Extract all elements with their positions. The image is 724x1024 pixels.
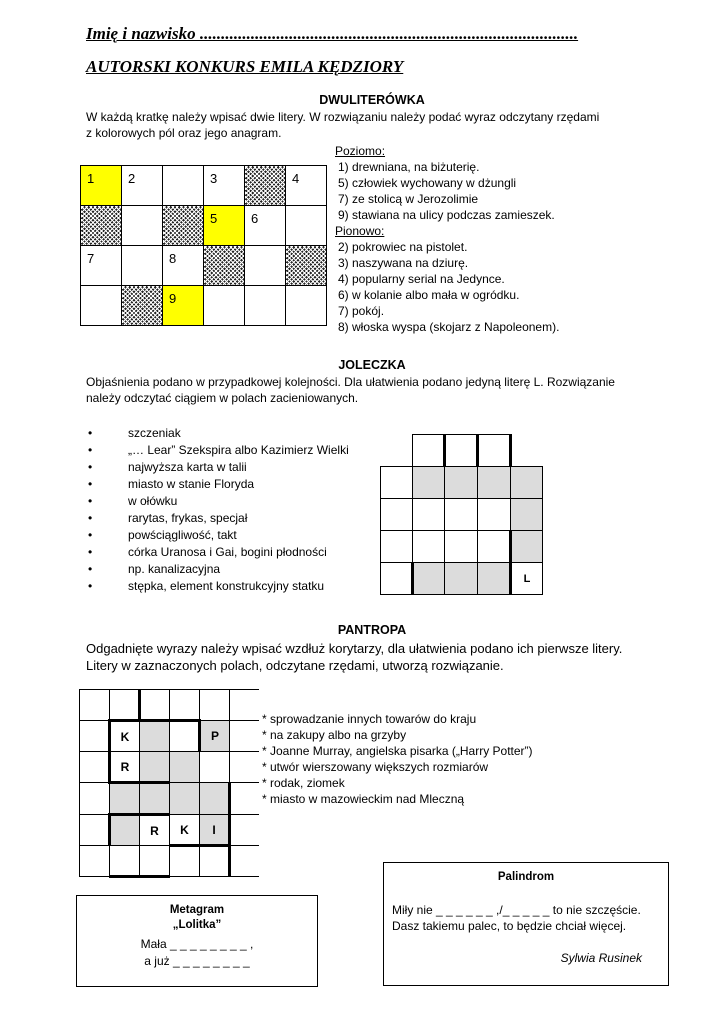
joleczka-intro-2: należy odczytać ciągiem w polach zacieniowanych. (86, 391, 359, 405)
bullet-icon: • (88, 460, 93, 474)
palindrom-author: Sylwia Rusinek (560, 951, 642, 965)
metagram-line-1: Mała _ _ _ _ _ _ _ _ , (140, 937, 254, 951)
dwuliterowka-cell[interactable] (286, 246, 327, 286)
pantropa-cell[interactable] (140, 690, 170, 721)
pantropa-cell[interactable] (230, 783, 260, 815)
cell-number: 7 (87, 251, 95, 266)
cell-number: 6 (251, 211, 259, 226)
pantropa-cell[interactable] (110, 815, 140, 846)
joleczka-intro-1: Objaśnienia podano w przypadkowej kolejności. Dla ułatwienia podano jedyną literę L. Rozwiązanie (86, 375, 615, 389)
pantropa-cell[interactable] (230, 846, 260, 877)
pantropa-cell[interactable] (80, 690, 110, 721)
pantropa-cell[interactable] (140, 752, 170, 783)
pantropa-intro-1: Odgadnięte wyrazy należy wpisać wzdłuż korytarzy, dla ułatwienia podano ich pierwsze litery. (86, 641, 623, 656)
bullet-icon: • (88, 528, 93, 542)
palindrom-title: Palindrom (497, 871, 555, 883)
bullet-icon: • (88, 579, 93, 593)
across-label: Poziomo: (335, 144, 386, 158)
bullet-icon: • (88, 477, 93, 491)
dwuliterowka-cell[interactable] (286, 286, 327, 326)
bullet-icon: • (88, 426, 93, 440)
down-clue: 7) pokój. (338, 304, 385, 318)
cell-number: 8 (169, 251, 177, 266)
cell-number: 1 (87, 171, 95, 186)
pantropa-cell[interactable] (80, 721, 110, 752)
dwuliterowka-cell[interactable] (286, 206, 327, 246)
bullet-icon: • (88, 443, 93, 457)
dwuliterowka-cell[interactable] (245, 166, 286, 206)
joleczka-clue: • rarytas, frykas, specjał (88, 511, 248, 525)
dwuliterowka-intro-2: z kolorowych pól oraz jego anagram. (86, 126, 282, 140)
bullet-icon: • (88, 494, 93, 508)
pantropa-cell[interactable] (140, 783, 170, 815)
pantropa-cell[interactable] (230, 690, 260, 721)
name-line: Imię i nazwisko ......................................................................................... (86, 24, 579, 43)
pantropa-cell[interactable] (80, 752, 110, 783)
pantropa-cell[interactable] (140, 721, 170, 752)
pantropa-cell[interactable] (200, 846, 230, 877)
dwuliterowka-cell[interactable] (204, 246, 245, 286)
pantropa-cell[interactable] (80, 815, 110, 846)
metagram-subtitle: „Lolitka” (172, 919, 222, 931)
dwuliterowka-cell[interactable] (122, 166, 163, 206)
pantropa-cell[interactable]: K (170, 815, 200, 846)
down-clue: 6) w kolanie albo mała w ogródku. (338, 288, 520, 302)
contest-title: AUTORSKI KONKURS EMILA KĘDZIORY (86, 57, 404, 76)
dwuliterowka-cell[interactable] (163, 206, 204, 246)
metagram-box (76, 895, 318, 987)
pantropa-cell[interactable] (200, 690, 230, 721)
dwuliterowka-cell[interactable] (163, 286, 204, 326)
dwuliterowka-cell[interactable] (204, 206, 245, 246)
across-clue: 1) drewniana, na biżuterię. (338, 160, 480, 174)
cell-number: 2 (128, 171, 136, 186)
pantropa-cell[interactable] (170, 721, 200, 752)
cell-number: 9 (169, 291, 177, 306)
dwuliterowka-cell[interactable] (204, 286, 245, 326)
joleczka-clue: • powściągliwość, takt (88, 528, 237, 542)
dwuliterowka-cell[interactable] (163, 166, 204, 206)
pantropa-clue: * miasto w mazowieckim nad Mleczną (262, 792, 465, 806)
across-clue: 7) ze stolicą w Jerozolimie (338, 192, 479, 206)
dwuliterowka-cell[interactable] (122, 206, 163, 246)
palindrom-line-1: Miły nie _ _ _ _ _ _ ,/_ _ _ _ _ to nie szczęście. (392, 903, 641, 917)
dwuliterowka-cell[interactable] (286, 166, 327, 206)
palindrom-box (383, 862, 669, 986)
down-clue: 8) włoska wyspa (skojarz z Napoleonem). (338, 320, 560, 334)
joleczka-clue: • np. kanalizacyjna (88, 562, 221, 576)
dwuliterowka-cell[interactable] (245, 246, 286, 286)
pantropa-clue: * rodak, ziomek (262, 776, 345, 790)
joleczka-clue: • szczeniak (88, 426, 181, 440)
cell-number: 4 (292, 171, 300, 186)
joleczka-clue: • „… Lear” Szekspira albo Kazimierz Wielki (88, 443, 349, 457)
pantropa-cell[interactable] (80, 783, 110, 815)
joleczka-clue: • najwyższa karta w talii (88, 460, 247, 474)
pantropa-cell[interactable]: R (140, 815, 170, 846)
pantropa-clue: * sprowadzanie innych towarów do kraju (262, 712, 477, 726)
pantropa-clue: * Joanne Murray, angielska pisarka („Harry Potter”) (262, 744, 533, 758)
down-clue: 3) naszywana na dziurę. (338, 256, 469, 270)
dwuliterowka-clues (335, 143, 559, 335)
pantropa-cell[interactable]: I (200, 815, 230, 846)
joleczka-clue: • stępka, element konstrukcyjny statku (88, 579, 325, 593)
dwuliterowka-cell[interactable] (204, 166, 245, 206)
pantropa-cell[interactable] (170, 846, 200, 877)
pantropa-cell[interactable] (110, 690, 140, 721)
pantropa-cell[interactable] (200, 783, 230, 815)
down-clue: 4) popularny serial na Jedynce. (338, 272, 505, 286)
metagram-title: Metagram (169, 904, 225, 916)
dwuliterowka-cell[interactable] (163, 246, 204, 286)
joleczka-clue: • córka Uranosa i Gai, bogini płodności (88, 545, 327, 559)
joleczka-clue-list (88, 425, 349, 595)
pantropa-cell[interactable] (170, 690, 200, 721)
dwuliterowka-cell[interactable] (245, 286, 286, 326)
pantropa-cell[interactable] (230, 815, 260, 846)
pantropa-title: PANTROPA (337, 623, 407, 637)
pantropa-cell[interactable] (230, 752, 260, 783)
pantropa-cell[interactable] (170, 783, 200, 815)
pantropa-clue: * utwór wierszowany większych rozmiarów (262, 760, 489, 774)
dwuliterowka-cell[interactable] (81, 246, 122, 286)
pantropa-cell[interactable] (110, 783, 140, 815)
metagram-line-2: a już _ _ _ _ _ _ _ _ (144, 954, 250, 968)
joleczka-title: JOLECZKA (338, 358, 406, 372)
pantropa-cell[interactable] (170, 752, 200, 783)
dwuliterowka-cell[interactable] (245, 206, 286, 246)
cell-number: 3 (210, 171, 218, 186)
down-label: Pionowo: (335, 224, 385, 238)
pantropa-cell[interactable]: K (110, 721, 140, 752)
down-clue: 2) pokrowiec na pistolet. (338, 240, 468, 254)
pantropa-cell[interactable] (230, 721, 260, 752)
joleczka-grid (380, 434, 543, 595)
pantropa-cell[interactable] (140, 846, 170, 877)
dwuliterowka-cell[interactable] (81, 286, 122, 326)
pantropa-cell[interactable] (110, 846, 140, 877)
cell-number: 5 (210, 211, 218, 226)
joleczka-clue: • w ołówku (88, 494, 178, 508)
pantropa-cell[interactable] (80, 846, 110, 877)
pantropa-intro-2: Litery w zaznaczonych polach, odczytane rzędami, utworzą rozwiązanie. (86, 658, 504, 673)
dwuliterowka-cell[interactable] (81, 206, 122, 246)
bullet-icon: • (88, 511, 93, 525)
letter-l-cell: L (511, 563, 543, 595)
bullet-icon: • (88, 545, 93, 559)
dwuliterowka-title: DWULITERÓWKA (319, 93, 425, 107)
dwuliterowka-cell[interactable] (122, 246, 163, 286)
bullet-icon: • (88, 562, 93, 576)
dwuliterowka-intro-1: W każdą kratkę należy wpisać dwie litery. W rozwiązaniu należy podać wyraz odczytany rzędami (86, 110, 600, 124)
pantropa-cell[interactable]: P (200, 721, 230, 752)
pantropa-clue: * na zakupy albo na grzyby (262, 728, 407, 742)
pantropa-cell[interactable] (200, 752, 230, 783)
across-clue: 9) stawiana na ulicy podczas zamieszek. (338, 208, 555, 222)
dwuliterowka-cell[interactable] (81, 166, 122, 206)
dwuliterowka-grid (80, 165, 327, 326)
pantropa-grid (79, 689, 259, 878)
pantropa-cell[interactable]: R (110, 752, 140, 783)
pantropa-clues (262, 711, 533, 807)
dwuliterowka-cell[interactable] (122, 286, 163, 326)
joleczka-clue: • miasto w stanie Floryda (88, 477, 255, 491)
across-clue: 5) człowiek wychowany w dżungli (338, 176, 517, 190)
palindrom-line-2: Dasz takiemu palec, to będzie chciał więcej. (392, 919, 627, 933)
